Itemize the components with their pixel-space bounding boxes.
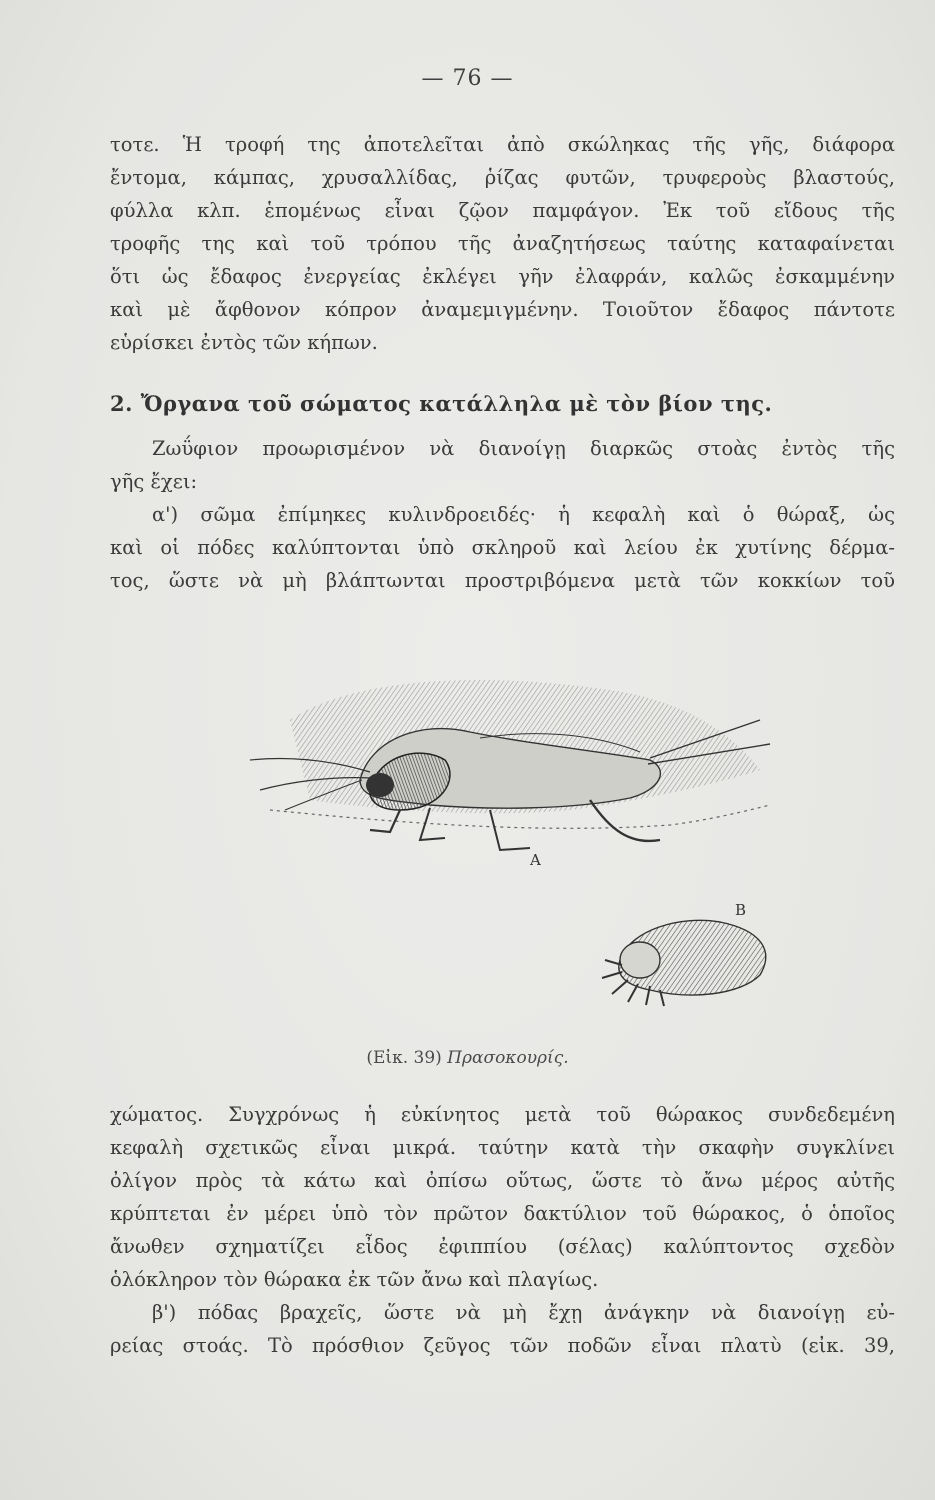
mole-cricket-illustration	[230, 660, 790, 1050]
caption-prefix: (Εἰκ. 39)	[366, 1048, 442, 1068]
text-line: τοτε. Ἡ τροφή της ἀποτελεῖται ἀπὸ σκώληκας τῆς γῆς, διάφορα	[110, 133, 895, 156]
top-paragraph	[110, 128, 895, 359]
caption-title: Πρασοκουρίς.	[447, 1048, 569, 1068]
text-line: ρείας στοάς. Τὸ πρόσθιον ζεῦγος τῶν ποδῶν εἶναι πλατὺ (εἰκ. 39,	[110, 1334, 895, 1357]
text-line: γῆς ἔχει:	[110, 470, 198, 493]
text-line: ἔντομα, κάμπας, χρυσαλλίδας, ῥίζας φυτῶν, τρυφεροὺς βλαστούς,	[110, 166, 895, 189]
page-number: — 76 —	[421, 66, 514, 91]
text-line: κρύπτεται ἐν μέρει ὑπὸ τὸν πρῶτον δακτύλιον τοῦ θώρακος, ὁ ὁποῖος	[110, 1202, 895, 1225]
text-line: κεφαλὴ σχετικῶς εἶναι μικρά. ταύτην κατὰ τὴν σκαφὴν συγκλίνει	[110, 1136, 895, 1159]
text-line: καὶ οἱ πόδες καλύπτονται ὑπὸ σκληροῦ καὶ λείου ἐκ χυτίνης δέρμα-	[110, 536, 895, 559]
text-line: α') σῶμα ἐπίμηκες κυλινδροειδές· ἡ κεφαλὴ καὶ ὁ θώραξ, ὡς	[152, 503, 895, 526]
text-line: τροφῆς της καὶ τοῦ τρόπου τῆς ἀναζητήσεως ταύτης καταφαίνεται	[110, 232, 895, 255]
text-line: εὑρίσκει ἐντὸς τῶν κήπων.	[110, 331, 378, 354]
text-line: τος, ὥστε νὰ μὴ βλάπτωνται προστριβόμενα μετὰ τῶν κοκκίων τοῦ	[110, 569, 895, 592]
text-line: β') πόδας βραχεῖς, ὥστε νὰ μὴ ἔχῃ ἀνάγκην νὰ διανοίγῃ εὐ-	[152, 1301, 895, 1324]
engraving-svg	[230, 660, 790, 1050]
text-line: ὅτι ὡς ἔδαφος ἐνεργείας ἐκλέγει γῆν ἐλαφράν, καλῶς ἐσκαμμένην	[110, 265, 895, 288]
text-line: Ζωΰφιον προωρισμένον νὰ διανοίγῃ διαρκῶς στοὰς ἐντὸς τῆς	[152, 437, 895, 460]
mole-cricket-head-b	[602, 901, 766, 1006]
bottom-paragraph	[110, 1098, 895, 1362]
text-line: καὶ μὲ ἄφθονον κόπρον ἀναμεμιγμένην. Τοιοῦτον ἔδαφος πάντοτε	[110, 298, 895, 321]
section-heading: 2. Ὄργανα τοῦ σώματος κατάλληλα μὲ τὸν βίον της.	[110, 391, 773, 416]
figure-label-b: B	[735, 901, 747, 919]
text-line: ἄνωθεν σχηματίζει εἶδος ἐφιππίου (σέλας) καλύπτοντος σχεδὸν	[110, 1235, 895, 1258]
text-line: χώματος. Συγχρόνως ἡ εὐκίνητος μετὰ τοῦ θώρακος συνδεδεμένη	[110, 1103, 895, 1126]
figure-caption	[0, 1048, 935, 1068]
figure-label-a: A	[530, 851, 541, 869]
text-line: ὁλόκληρον τὸν θώρακα ἐκ τῶν ἄνω καὶ πλαγίως.	[110, 1268, 599, 1291]
text-line: φύλλα κλπ. ἑπομένως εἶναι ζῷον παμφάγον. Ἐκ τοῦ εἴδους τῆς	[110, 199, 895, 222]
middle-paragraph	[110, 432, 895, 597]
text-line: ὀλίγον πρὸς τὰ κάτω καὶ ὀπίσω οὕτως, ὥστε τὸ ἄνω μέρος αὐτῆς	[110, 1169, 895, 1192]
